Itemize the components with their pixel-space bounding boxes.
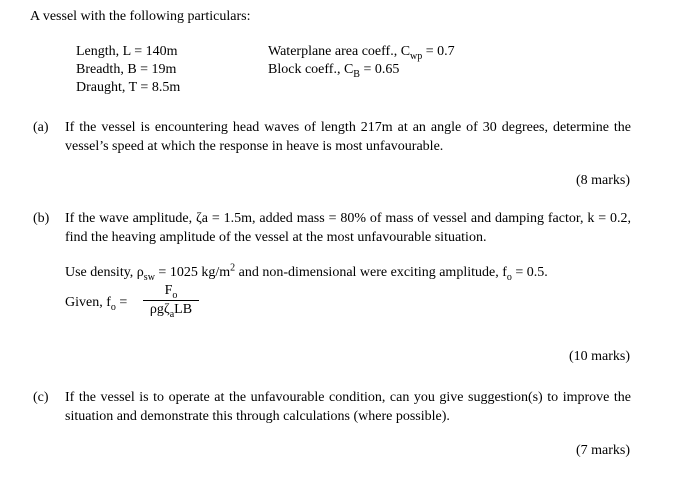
question-a-label: (a) [33, 120, 49, 135]
question-c-text: If the vessel is to operate at the unfavourable condition, can you give suggestion(s) to improve the situation and demonstrate this through calculations (where possible). [65, 390, 631, 424]
particular-waterplane: Waterplane area coeff., $C_{wp} = 0.7$ [268, 44, 455, 62]
particular-block: Block coeff., $C_B = 0.65$ [268, 62, 400, 80]
question-a-marks: (8 marks) [575, 173, 630, 188]
particular-breadth: Breadth, B = 19m [76, 62, 177, 77]
fraction-numerator: $F_o$ [143, 283, 199, 301]
particular-draught: Draught, T = 8.5m [76, 80, 181, 95]
question-b-marks: (10 marks) [568, 349, 630, 364]
question-b-density: Use density, $\rho_{sw} = 1025$ $kg/m^2$ and non-dimensional were exciting amplitude, $f_o = 0.5$. [65, 262, 548, 283]
fraction-denominator: ρgζ$_a$LB [149, 302, 193, 320]
question-c-label: (c) [33, 390, 49, 405]
intro-text: A vessel with the following particulars: [30, 9, 251, 24]
question-b-label: (b) [33, 211, 50, 226]
question-a-text: If the vessel is encountering head waves of length 217m at an angle of 30 degrees, determine the vessel’s speed at which the response in heave is most unfavourable. [65, 120, 631, 154]
question-b-given: Given, $f_o$ = [65, 295, 128, 313]
question-b-fraction [143, 283, 199, 318]
particular-length: Length, L = 140m [76, 44, 178, 59]
question-b-text: If the wave amplitude, ζa = 1.5m, added mass = 80% of mass of vessel and damping factor, k = 0.2, find the heaving amplitude of the vessel at the most unfavourable situation. [65, 211, 631, 245]
question-c-marks: (7 marks) [575, 443, 630, 458]
